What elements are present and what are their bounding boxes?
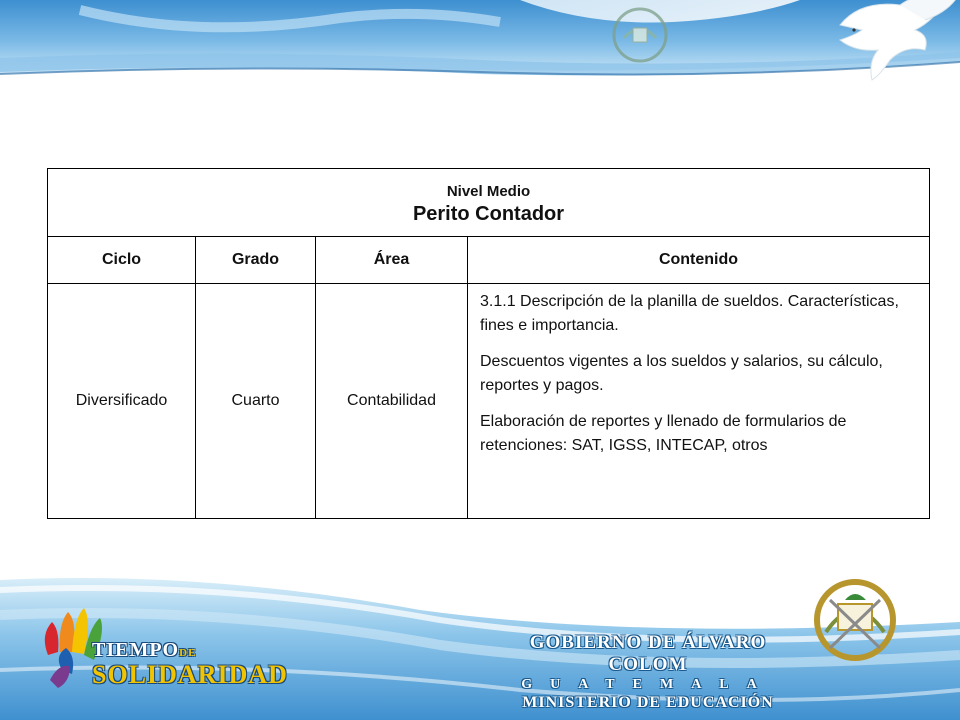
cell-area: Contabilidad bbox=[316, 284, 468, 519]
content-item: 3.1.1 Descripción de la planilla de sueldos. Características, fines e importancia. bbox=[480, 293, 899, 334]
gov-name: GOBIERNO DE ÁLVARO COLOM bbox=[529, 632, 767, 675]
cell-grado: Cuarto bbox=[196, 284, 316, 519]
header-contenido: Contenido bbox=[468, 237, 930, 284]
gov-ministry: MINISTERIO DE EDUCACIÓN bbox=[522, 694, 774, 711]
content-item: Descuentos vigentes a los sueldos y salarios, su cálculo, reportes y pagos. bbox=[480, 353, 883, 394]
content-item: Elaboración de reportes y llenado de formularios de retenciones: SAT, IGSS, INTECAP, otros bbox=[480, 413, 847, 454]
curriculum-table bbox=[47, 168, 930, 519]
table-row bbox=[48, 284, 930, 519]
cell-ciclo: Diversificado bbox=[48, 284, 196, 519]
header-ciclo: Ciclo bbox=[48, 237, 196, 284]
header-grado: Grado bbox=[196, 237, 316, 284]
title-cell bbox=[48, 169, 930, 237]
logo-word-de: DE bbox=[179, 647, 197, 659]
header-area: Área bbox=[316, 237, 468, 284]
gov-country: GUATEMALA bbox=[521, 677, 775, 692]
cell-contenido bbox=[468, 284, 930, 519]
logo-word-tiempo: TIEMPO bbox=[92, 639, 180, 661]
header-row bbox=[48, 237, 930, 284]
tiempo-de-solidaridad-logo bbox=[92, 640, 288, 688]
logo-word-solidaridad: SOLIDARIDAD bbox=[92, 660, 288, 689]
top-banner-graphic bbox=[0, 0, 960, 86]
program-title: Perito Contador bbox=[412, 203, 565, 225]
title-row bbox=[48, 169, 930, 237]
top-banner bbox=[0, 0, 960, 86]
level-label: Nivel Medio bbox=[446, 183, 531, 200]
government-logo-text bbox=[488, 632, 808, 712]
